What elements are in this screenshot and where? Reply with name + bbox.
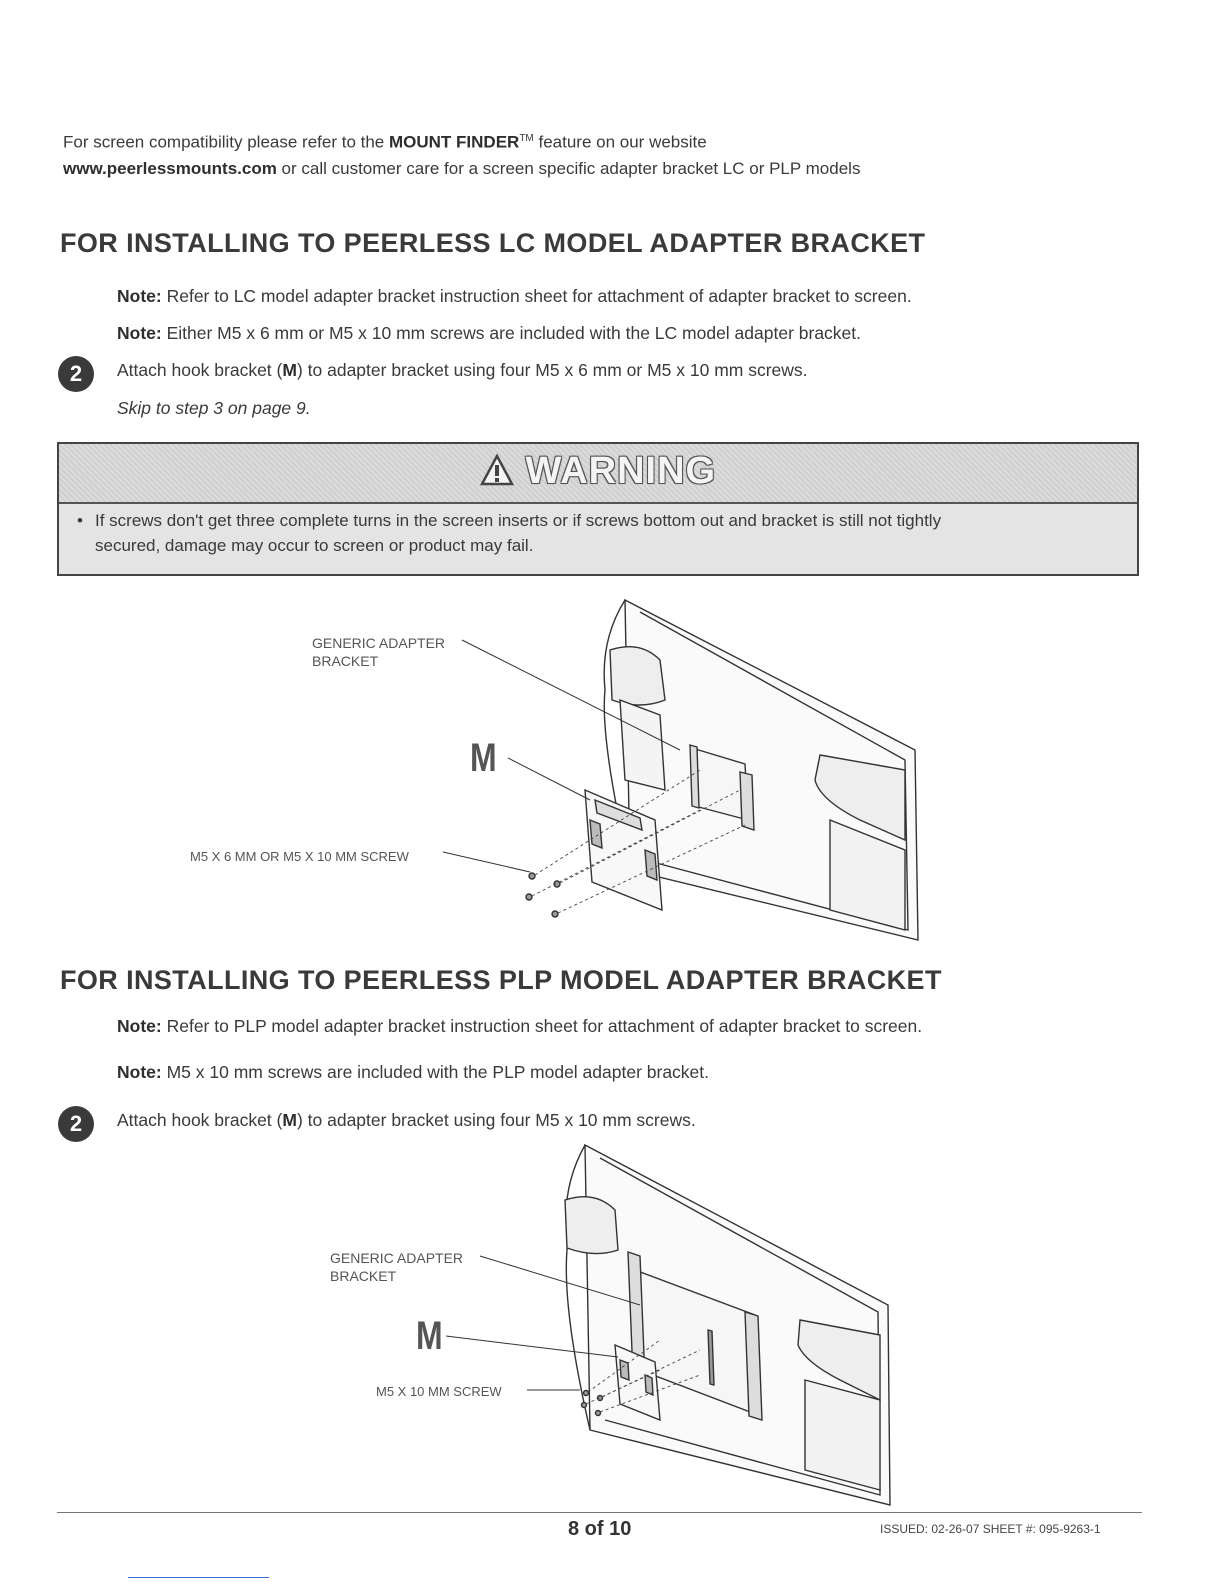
warning-text-line-2: secured, damage may occur to screen or product may fail. — [95, 536, 534, 555]
bullet: • — [77, 511, 83, 530]
lc-section-heading: FOR INSTALLING TO PEERLESS LC MODEL ADAPTER BRACKET — [60, 228, 926, 258]
blue-underline — [128, 1577, 269, 1578]
label-line: BRACKET — [312, 653, 379, 669]
label-line: GENERIC ADAPTER — [312, 635, 446, 651]
page-number: 8 of 10 — [568, 1518, 632, 1540]
website-link[interactable]: www.peerlessmounts.com — [63, 158, 277, 178]
fig1-m-label: M — [470, 736, 497, 780]
intro-text: or call customer care for a screen specific adapter bracket LC or PLP models — [276, 158, 861, 178]
warning-title: WARNING — [525, 450, 717, 492]
fig2-m-label: M — [416, 1314, 443, 1358]
issued-sheet-number: ISSUED: 02-26-07 SHEET #: 095-9263-1 — [880, 1522, 1101, 1536]
warning-text-line-1: If screws don't get three complete turns in the screen inserts or if screws bottom out and bracket is still not tightly — [95, 511, 942, 530]
label-line: GENERIC ADAPTER — [330, 1250, 464, 1266]
step-text: Attach hook bracket ( — [117, 1110, 283, 1130]
note-label: Note: — [117, 286, 162, 306]
note-text: Refer to PLP model adapter bracket instruction sheet for attachment of adapter bracket to screen. — [161, 1016, 923, 1036]
note-label: Note: — [117, 323, 162, 343]
fig2-adapter-label — [330, 1249, 463, 1285]
plp-section-heading: FOR INSTALLING TO PEERLESS PLP MODEL ADAPTER BRACKET — [60, 965, 942, 995]
step-text: ) to adapter bracket using four M5 x 6 mm or M5 x 10 mm screws. — [296, 360, 808, 380]
step-2-badge: 2 — [58, 1106, 94, 1142]
intro-text: feature on our website — [533, 132, 707, 152]
note-label: Note: — [117, 1062, 162, 1082]
note-text: M5 x 10 mm screws are included with the PLP model adapter bracket. — [161, 1062, 710, 1082]
label-line: BRACKET — [330, 1268, 397, 1284]
part-m: M — [282, 1110, 297, 1130]
fig2-screw-label: M5 X 10 MM SCREW — [376, 1384, 502, 1399]
note-label: Note: — [117, 1016, 162, 1036]
part-m: M — [282, 360, 297, 380]
mount-finder-name: MOUNT FINDER — [388, 132, 520, 152]
intro-text: For screen compatibility please refer to the — [63, 132, 389, 152]
note-text: Refer to LC model adapter bracket instruction sheet for attachment of adapter bracket to screen. — [161, 286, 912, 306]
note-text: Either M5 x 6 mm or M5 x 10 mm screws are included with the LC model adapter bracket. — [161, 323, 862, 343]
step-text: ) to adapter bracket using four M5 x 10 mm screws. — [296, 1110, 696, 1130]
trademark-mark: TM — [519, 133, 534, 144]
step-2-badge: 2 — [58, 356, 94, 392]
lc-skip-note: Skip to step 3 on page 9. — [117, 398, 311, 418]
step-text: Attach hook bracket ( — [117, 360, 283, 380]
footer-divider — [57, 1512, 1142, 1513]
fig1-screw-label: M5 X 6 MM OR M5 X 10 MM SCREW — [190, 849, 409, 864]
